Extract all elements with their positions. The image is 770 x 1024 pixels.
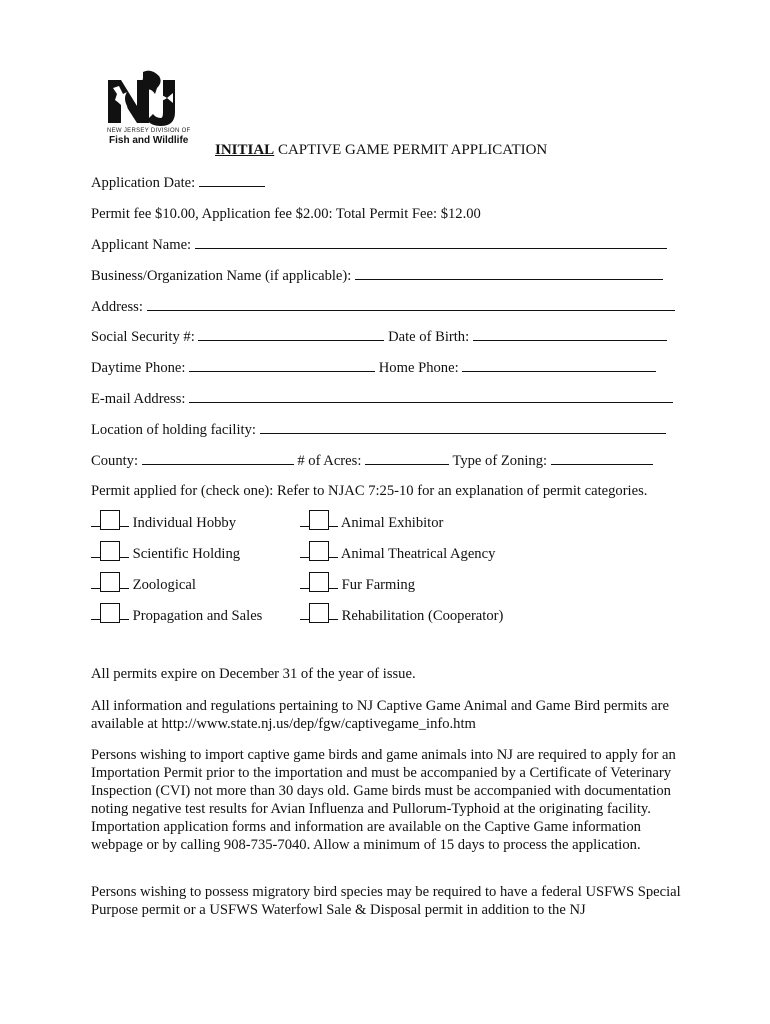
dob-label: Date of Birth: [388,329,470,345]
business-name-label: Business/Organization Name (if applicable): [91,268,352,284]
business-name-row [91,267,663,285]
location-label: Location of holding facility: [91,422,256,438]
phone-row [91,359,656,377]
daytime-phone-label: Daytime Phone: [91,360,186,376]
ssn-field[interactable] [198,328,384,341]
regulations-paragraph: All information and regulations pertaining to NJ Captive Game Animal and Game Bird permits are available at http://www.state.nj.us/dep/fgw/captivegame_info.htm [91,698,669,732]
acres-field[interactable] [365,452,449,465]
daytime-phone-field[interactable] [189,359,375,372]
option-label: Animal Theatrical Agency [340,546,496,562]
checkbox[interactable] [100,541,120,561]
county-label: County: [91,453,139,469]
email-row [91,390,673,408]
email-label: E-mail Address: [91,391,186,407]
permit-heading: Permit applied for (check one): Refer to NJAC 7:25-10 for an explanation of permit categories. [91,483,648,499]
address-row [91,298,675,316]
application-date-field[interactable] [199,174,265,187]
acres-label: # of Acres: [297,453,362,469]
permit-option-fur-farming[interactable] [300,572,415,594]
permit-option-zoological[interactable] [91,572,196,594]
applicant-name-label: Applicant Name: [91,237,192,253]
form-title [215,142,547,159]
permit-option-animal-exhibitor[interactable] [300,510,443,532]
application-date-label: Application Date: [91,175,196,191]
zoning-label: Type of Zoning: [452,453,548,469]
option-label: Scientific Holding [132,546,241,562]
option-label: Individual Hobby [132,515,237,531]
location-row [91,421,666,439]
permit-option-propagation-sales[interactable] [91,603,262,625]
logo-letter-n [108,80,149,123]
option-label: Zoological [132,577,196,593]
address-label: Address: [91,299,143,315]
checkbox[interactable] [100,572,120,592]
title-rest: CAPTIVE GAME PERMIT APPLICATION [274,142,548,158]
checkbox[interactable] [100,510,120,530]
permit-option-scientific-holding[interactable] [91,541,240,563]
option-label: Propagation and Sales [132,608,263,624]
permit-option-animal-theatrical-agency[interactable] [300,541,495,563]
dob-field[interactable] [473,328,667,341]
permit-option-individual-hobby[interactable] [91,510,236,532]
home-phone-label: Home Phone: [378,360,459,376]
address-field[interactable] [147,298,675,311]
ssn-dob-row [91,328,667,346]
checkbox[interactable] [309,541,329,561]
logo-title: Fish and Wildlife [109,135,189,146]
permit-option-rehabilitation[interactable] [300,603,503,625]
checkbox[interactable] [309,510,329,530]
title-initial: INITIAL [215,142,275,158]
email-field[interactable] [189,390,673,403]
zoning-field[interactable] [551,452,653,465]
ssn-label: Social Security #: [91,329,195,345]
checkbox[interactable] [100,603,120,623]
checkbox[interactable] [309,603,329,623]
application-date-row [91,174,265,192]
county-field[interactable] [142,452,294,465]
migratory-paragraph: Persons wishing to possess migratory bird species may be required to have a federal USFWS Special Purpose permit or a USFWS Waterfowl Sale & Disposal permit in addition to the NJ [91,884,681,918]
county-row [91,452,653,470]
applicant-name-row [91,236,667,254]
logo-subtitle: NEW JERSEY DIVISION OF [107,128,191,134]
fee-line: Permit fee $10.00, Application fee $2.00: Total Permit Fee: $12.00 [91,206,481,222]
expiry-paragraph: All permits expire on December 31 of the year of issue. [91,666,416,682]
option-label: Fur Farming [341,577,416,593]
importation-paragraph: Persons wishing to import captive game birds and game animals into NJ are required to apply for an Importation Permit prior to the importation and must be accompanied by a Certificate of Veterinary Inspection (CVI) not more than 30 days old. Game birds must be accompanied with documentation noting negative test results for Avian Influenza and Pullorum-Typhoid at the originating facility. Importation application forms and information are available on the Captive Game information webpage or by calling 908-735-7040. Allow a minimum of 15 days to process the application. [91,747,676,853]
option-label: Rehabilitation (Cooperator) [341,608,504,624]
checkbox[interactable] [309,572,329,592]
home-phone-field[interactable] [462,359,656,372]
business-name-field[interactable] [355,267,663,280]
location-field[interactable] [260,421,666,434]
option-label: Animal Exhibitor [340,515,444,531]
applicant-name-field[interactable] [195,236,667,249]
